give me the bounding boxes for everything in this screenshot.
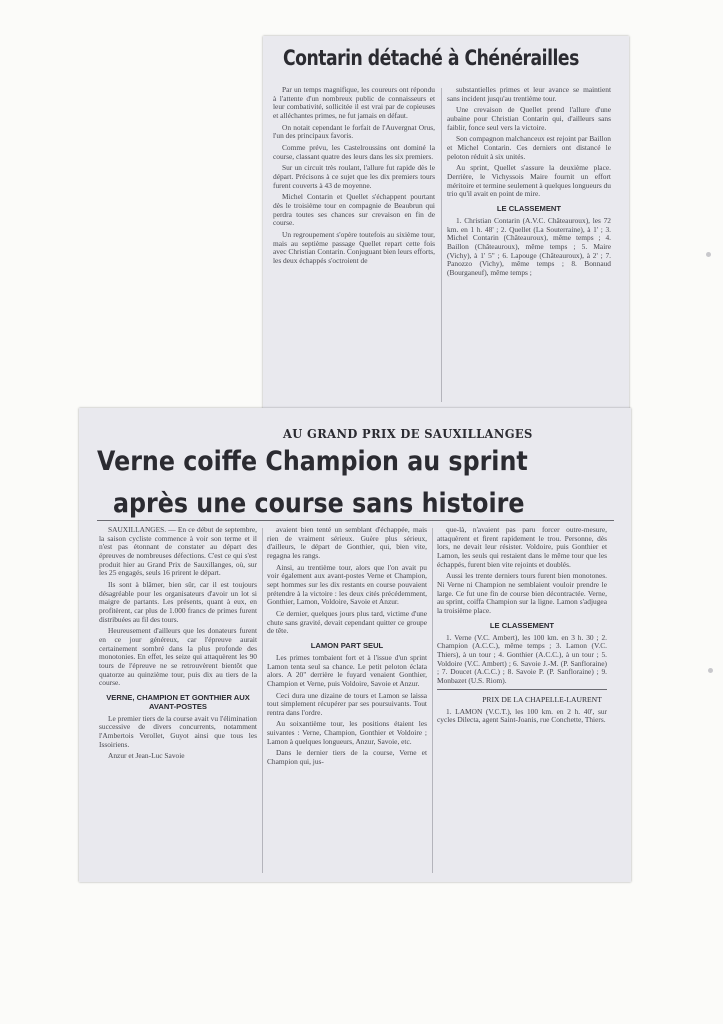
top-headline: Contarin détaché à Chénérailles — [283, 46, 579, 70]
paragraph: Dans le dernier tiers de la course, Verne et Champion qui, jus- — [267, 748, 427, 767]
paragraph: Une crevaison de Quellet prend l'allure d'une aubaine pour Christian Contarin qui, d'ailleurs sans faiblir, fonce seul vers la victoire. — [447, 105, 611, 132]
paragraph: On notait cependant le forfait de l'Auvergnat Orus, l'un des principaux favoris. — [273, 122, 435, 141]
top-column-2 — [447, 86, 611, 404]
paragraph: SAUXILLANGES. — En ce début de septembre, la saison cycliste commence à voir son terme et il n'est pas étonnant de constater au départ des épreuves de nombreuses défections. C'est ce qui s'est produit hier au Grand Prix de Sauxillanges, où, sur les 25 engagés, seuls 16 prirent le départ. — [99, 526, 257, 578]
headline-rule — [97, 520, 614, 521]
paragraph: Ceci dura une dizaine de tours et Lamon se laissa tout simplement récupérer par ses poursuivants. Tout rentra dans l'ordre. — [267, 690, 427, 717]
paragraph: avaient bien tenté un semblant d'échappée, mais rien de vraiment sérieux. Guère plus sérieux, d'ailleurs, le départ de Gonthier, qui, bien vite, regagna les rangs. — [267, 526, 427, 560]
main-classement-title: LE CLASSEMENT — [489, 620, 555, 630]
paragraph: substantielles primes et leur avance se maintient sans incident jusqu'au trentième tour. — [447, 86, 611, 103]
main-subhead-2: LAMON PART SEUL — [310, 640, 384, 650]
clipping-main — [79, 408, 631, 882]
paragraph: Ils sont à blâmer, bien sûr, car il est toujours désagréable pour les organisateurs d'avoir un lot si maigre de partants. Les présents, quant à eux, en profitèrent, car plus de 1.000 francs de primes furent distribuées au fil des tours. — [99, 579, 257, 624]
paragraph: Michel Contarin et Quellet s'échappent pourtant dès le troisième tour en compagnie de Beaubrun qui perdra toutes ses chances sur crevaison en fin de course. — [273, 192, 435, 228]
main-classement-text: 1. Verne (V.C. Ambert), les 100 km. en 3 h. 30 ; 2. Champion (A.C.C.), même temps ; 3. Lamon (V.C. Thiers), à un tour ; 4. Gonthier (A.C.C.), à un tour ; 5. Voldoire (V.C. Ambert) ; 6. Savoie J.-M. (P. Sanfloraine) ; 7. Doucet (A.C.C.) ; 8. Savoie P. (P. Sanfloraine) ; 9. Monbazet (U.S. Riom). — [437, 632, 607, 685]
main-kicker: AU GRAND PRIX DE SAUXILLANGES — [283, 426, 533, 441]
top-classement-title: LE CLASSEMENT — [496, 203, 562, 213]
main-headline-line-1: Verne coiffe Champion au sprint — [97, 446, 528, 477]
paragraph: Au sprint, Quellet s'assure la deuxième place. Derrière, le Vichyssois Maire fournit un effort méritoire et termine seulement à quelques longueurs du trio qu'il avait en point de mire. — [447, 163, 611, 199]
column-divider — [432, 528, 433, 873]
clipping-top — [263, 36, 629, 414]
paragraph: Un regroupement s'opère toutefois au sixième tour, mais au septième passage Quellet repart cette fois avec Christian Contarin. Conjuguant bien leurs efforts, les deux échappés s'octroient de — [273, 229, 435, 265]
paragraph: Le premier tiers de la course avait vu l'élimination successive de divers concurrents, notamment l'Ambertois Verollet, Guyot ainsi que tous les Issoiriens. — [99, 713, 257, 749]
main-headline-line-2: après une course sans histoire — [113, 488, 525, 519]
paragraph: Ce dernier, quelques jours plus tard, victime d'une chute sans gravité, devait cependant quitter ce groupe de tête. — [267, 608, 427, 636]
paragraph: que-là, n'avaient pas paru forcer outre-mesure, attaquèrent et firent rapidement le trou. Personne, dès lors, ne devait leur résister. Voldoire, puis Gonthier et Lamon, les seuls qui restaient dans le même tour que les échappés, furent bien vite rejoints et doublés. — [437, 526, 607, 569]
paragraph: Ainsi, au trentième tour, alors que l'on avait pu voir également aux avant-postes Verne et Champion, sept hommes sur les dix restants en course pouvaient prétendre à la victoire : les deux cités précédemment, Gonthier, Lamon, Voldoire, Savoie et Anzur. — [267, 562, 427, 607]
paragraph: Aussi les trente derniers tours furent bien monotones. Ni Verne ni Champion ne semblaient vouloir prendre le large. Ce fut une fin de course bien décontractée. Verne, au sprint, coiffa Champion sur la ligne. Lamon s'adjugea la troisième place. — [437, 571, 607, 615]
paragraph: Par un temps magnifique, les coureurs ont répondu à l'attente d'un nombreux public de connaisseurs et leur combativité, sollicitée il est vrai par de copieuses et alléchantes primes, ne fut jamais en défaut. — [273, 86, 435, 120]
paragraph: Heureusement d'ailleurs que les donateurs furent en ce jour généreux, car l'épreuve aurait certainement sombré dans la plus profonde des monotonies. En effet, les seize qui attaquèrent les 90 tours de l'épreuve ne se retrouvèrent bientôt que quatorze au quinzième tour, puis dix au tiers de la course. — [99, 626, 257, 688]
prix-rule — [437, 689, 607, 690]
paragraph: Anzur et Jean-Luc Savoie — [108, 751, 185, 761]
prix-title: PRIX DE LA CHAPELLE-LAURENT — [482, 694, 602, 704]
binder-hole-bottom — [708, 668, 713, 673]
paragraph: Son compagnon malchanceux est rejoint par Baillon et Michel Contarin. Ces derniers ont distancé le peloton réduit à six unités. — [447, 134, 611, 161]
paragraph: Sur un circuit très roulant, l'allure fut rapide dès le départ. Précisons à ce sujet que les dix premiers tours furent couverts à 43 de moyenne. — [273, 163, 435, 190]
main-column-1 — [99, 526, 257, 876]
main-column-3 — [437, 526, 607, 876]
main-subhead-1: VERNE, CHAMPION ET GONTHIER AUX AVANT-POSTES — [106, 692, 250, 711]
paragraph: Les primes tombaient fort et à l'issue d'un sprint Lamon tenta seul sa chance. Le petit peloton éclata alors. A 20" derrière le fuyard venaient Gonthier, Champion et Verne, puis Voldoire, Savoie et Anzur. — [267, 652, 427, 688]
top-classement-text: 1. Christian Contarin (A.V.C. Châteauroux), les 72 km. en 1 h. 48' ; 2. Quellet (La Souterraine), à 1' ; 3. Michel Contarin (Châteauroux), même temps ; 4. Baillon (Châteauroux), même temps ; 5. Maire (Vichy), à 1' 5" ; 6. Lapouge (Châteauroux), à 2' ; 7. Panozzo (Vichy), même temps ; 8. Bonnaud (Bourganeuf), même temps ; — [447, 215, 611, 277]
column-divider — [262, 528, 263, 873]
prix-text: 1. LAMON (V.C.T.), les 100 km. en 2 h. 40', sur cycles Dilecta, agent Saint-Joanis, rue Conchette, Thiers. — [437, 706, 607, 725]
column-divider — [441, 88, 442, 402]
top-column-1 — [273, 86, 435, 404]
main-column-2 — [267, 526, 427, 876]
binder-hole-top — [706, 252, 711, 257]
paragraph: Au soixantième tour, les positions étaient les suivantes : Verne, Champion, Gonthier et Voldoire ; Lamon à quelques longueurs, Anzur, Savoie, etc. — [267, 719, 427, 746]
paragraph: Comme prévu, les Castelroussins ont dominé la course, classant quatre des leurs dans les six premiers. — [273, 142, 435, 161]
